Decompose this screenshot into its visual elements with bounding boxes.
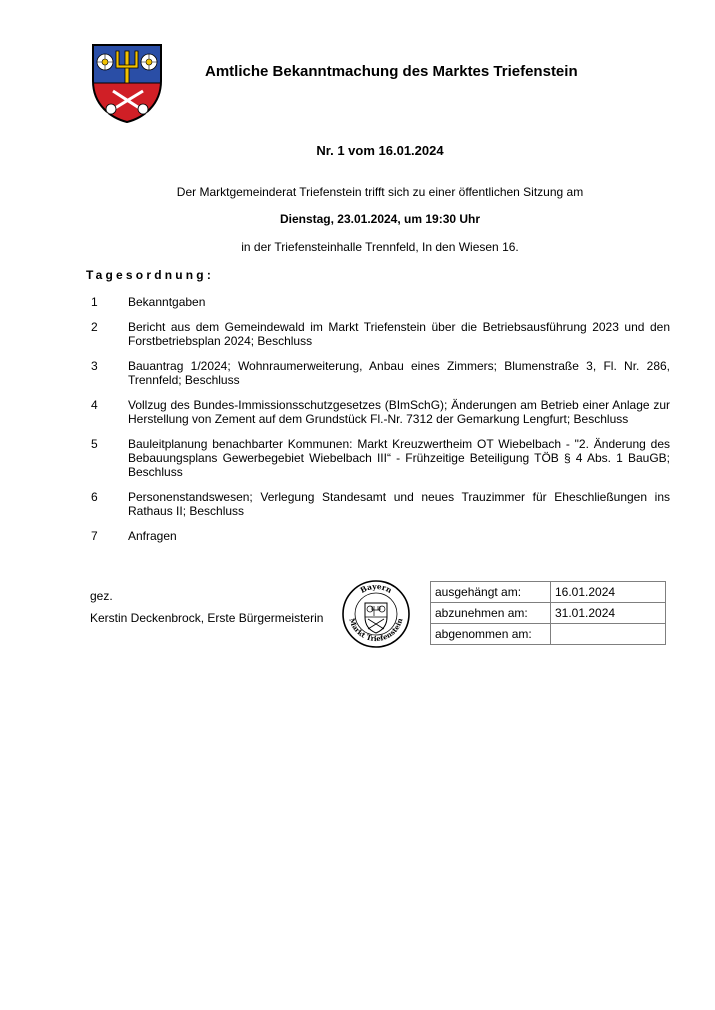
table-row [431, 603, 666, 624]
coat-of-arms-icon [91, 43, 163, 123]
seal-text-bottom: Markt Triefenstein [347, 616, 405, 644]
meeting-venue: in der Triefensteinhalle Trennfeld, In den Wiesen 16. [241, 240, 519, 254]
agenda-item [91, 529, 670, 543]
posting-label: abgenommen am: [431, 624, 551, 645]
posting-label: abzunehmen am: [431, 603, 551, 624]
agenda-item [91, 437, 670, 479]
posting-value: 31.01.2024 [551, 603, 666, 624]
agenda-item-text: Bauleitplanung benachbarter Kommunen: Markt Kreuzwertheim OT Wiebelbach - "2. Änderung des Bebauungsplans Gewerbegebiet Wiebelbach III“ - Frühzeitige Beteiligung TÖB § 4 Abs. 1 BauGB; Beschluss [128, 437, 670, 479]
agenda-item-number: 3 [91, 359, 98, 373]
signer-name: Kerstin Deckenbrock, Erste Bürgermeisterin [90, 611, 324, 625]
agenda-heading: Tagesordnung: [86, 268, 215, 282]
official-seal-icon [341, 579, 411, 649]
agenda-item-number: 5 [91, 437, 98, 451]
signature-gez: gez. [90, 589, 113, 603]
agenda-item-text: Personenstandswesen; Verlegung Standesamt und neues Trauzimmer für Eheschließungen ins Rathaus II; Beschluss [128, 490, 670, 518]
posting-value: 16.01.2024 [551, 582, 666, 603]
page-title: Amtliche Bekanntmachung des Marktes Triefenstein [205, 63, 578, 80]
agenda-item-number: 2 [91, 320, 98, 334]
agenda-item [91, 398, 670, 426]
agenda-item-number: 6 [91, 490, 98, 504]
agenda-item-text: Bauantrag 1/2024; Wohnraumerweiterung, Anbau eines Zimmers; Blumenstraße 3, Fl. Nr. 286, Trennfeld; Beschluss [128, 359, 670, 387]
posting-value [551, 624, 666, 645]
agenda-item-text: Vollzug des Bundes-Immissionsschutzgesetzes (BImSchG); Änderungen am Betrieb einer Anlage zur Herstellung von Zement auf dem Grundstück Fl.-Nr. 7312 der Gemarkung Lengfurt; Beschluss [128, 398, 670, 426]
agenda-item-text: Bekanntgaben [128, 295, 206, 309]
agenda-item-number: 1 [91, 295, 98, 309]
agenda-item [91, 359, 670, 387]
posting-label: ausgehängt am: [431, 582, 551, 603]
notice-number: Nr. 1 vom 16.01.2024 [316, 143, 444, 158]
agenda-item-text: Bericht aus dem Gemeindewald im Markt Triefenstein über die Betriebsausführung 2023 und den Forstbetriebsplan 2024; Beschluss [128, 320, 670, 348]
agenda-item-text: Anfragen [128, 529, 177, 543]
agenda-item-number: 7 [91, 529, 98, 543]
table-row [431, 582, 666, 603]
posting-table [430, 581, 666, 645]
agenda-item [91, 490, 670, 518]
meeting-date: Dienstag, 23.01.2024, um 19:30 Uhr [279, 212, 481, 226]
seal-text-top: Bayern [358, 581, 394, 595]
agenda-item [91, 320, 670, 348]
notice-intro: Der Marktgemeinderat Triefenstein trifft sich zu einer öffentlichen Sitzung am [176, 185, 584, 199]
agenda-list [91, 295, 670, 554]
table-row [431, 624, 666, 645]
agenda-item [91, 295, 670, 309]
agenda-item-number: 4 [91, 398, 98, 412]
